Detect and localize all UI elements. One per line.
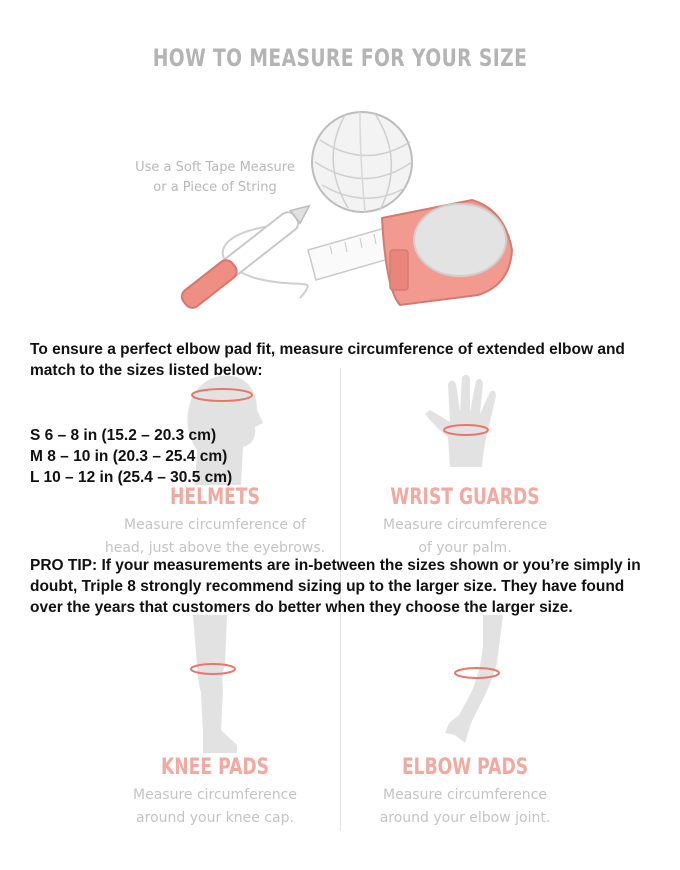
pro-tip-text bbox=[30, 555, 675, 618]
intro-line-2: match to the sizes listed below: bbox=[30, 362, 263, 379]
category-title-knee-pads: KNEE PADS bbox=[161, 755, 269, 780]
tools-note-line-1: Use a Soft Tape Measure bbox=[135, 160, 295, 175]
category-title-wrist-guards: WRIST GUARDS bbox=[390, 485, 540, 510]
intro-text bbox=[30, 339, 670, 381]
arm-silhouette-icon bbox=[425, 615, 515, 745]
pro-tip-line-1: PRO TIP: If your measurements are in-between the sizes shown or you’re simply in bbox=[30, 557, 641, 574]
leg-silhouette-icon bbox=[175, 615, 255, 755]
marker-pen-icon bbox=[179, 198, 316, 310]
tape-blade-icon bbox=[308, 228, 392, 280]
guide-title: HOW TO MEASURE FOR YOUR SIZE bbox=[152, 44, 528, 72]
category-desc-line: around your knee cap. bbox=[136, 810, 294, 826]
category-desc-line: Measure circumference of bbox=[124, 517, 306, 533]
category-desc-line: Measure circumference bbox=[383, 517, 547, 533]
category-desc-line: Measure circumference bbox=[383, 787, 547, 803]
category-desc-helmets bbox=[95, 514, 335, 560]
size-item-l: L 10 – 12 in (25.4 – 30.5 cm) bbox=[30, 469, 233, 486]
category-desc-line: around your elbow joint. bbox=[379, 810, 551, 826]
category-title-elbow-pads: ELBOW PADS bbox=[401, 755, 529, 780]
pro-tip-line-2: doubt, Triple 8 strongly recommend sizing up to the larger size. They have found bbox=[30, 578, 625, 595]
pro-tip-line-3: over the years that customers do better when they choose the larger size. bbox=[30, 599, 573, 616]
size-item-m: M 8 – 10 in (20.3 – 25.4 cm) bbox=[30, 448, 228, 465]
category-desc-elbow-pads bbox=[345, 784, 585, 830]
category-desc-line: head, just above the eyebrows. bbox=[104, 540, 326, 556]
tape-measure-icon bbox=[382, 200, 512, 305]
measuring-tools-illustration bbox=[160, 100, 540, 310]
tools-note-line-2: or a Piece of String bbox=[153, 180, 277, 195]
category-desc-knee-pads bbox=[95, 784, 335, 830]
category-title-helmets: HELMETS bbox=[170, 485, 260, 510]
category-desc-line: Measure circumference bbox=[133, 787, 297, 803]
category-desc-line: of your palm. bbox=[418, 540, 512, 556]
intro-line-1: To ensure a perfect elbow pad fit, measure circumference of extended elbow and bbox=[30, 341, 625, 358]
category-desc-wrist-guards bbox=[345, 514, 585, 560]
string-ball-icon bbox=[312, 112, 412, 212]
hand-silhouette-icon bbox=[420, 372, 515, 472]
size-item-s: S 6 – 8 in (15.2 – 20.3 cm) bbox=[30, 427, 217, 444]
size-list bbox=[30, 425, 430, 488]
